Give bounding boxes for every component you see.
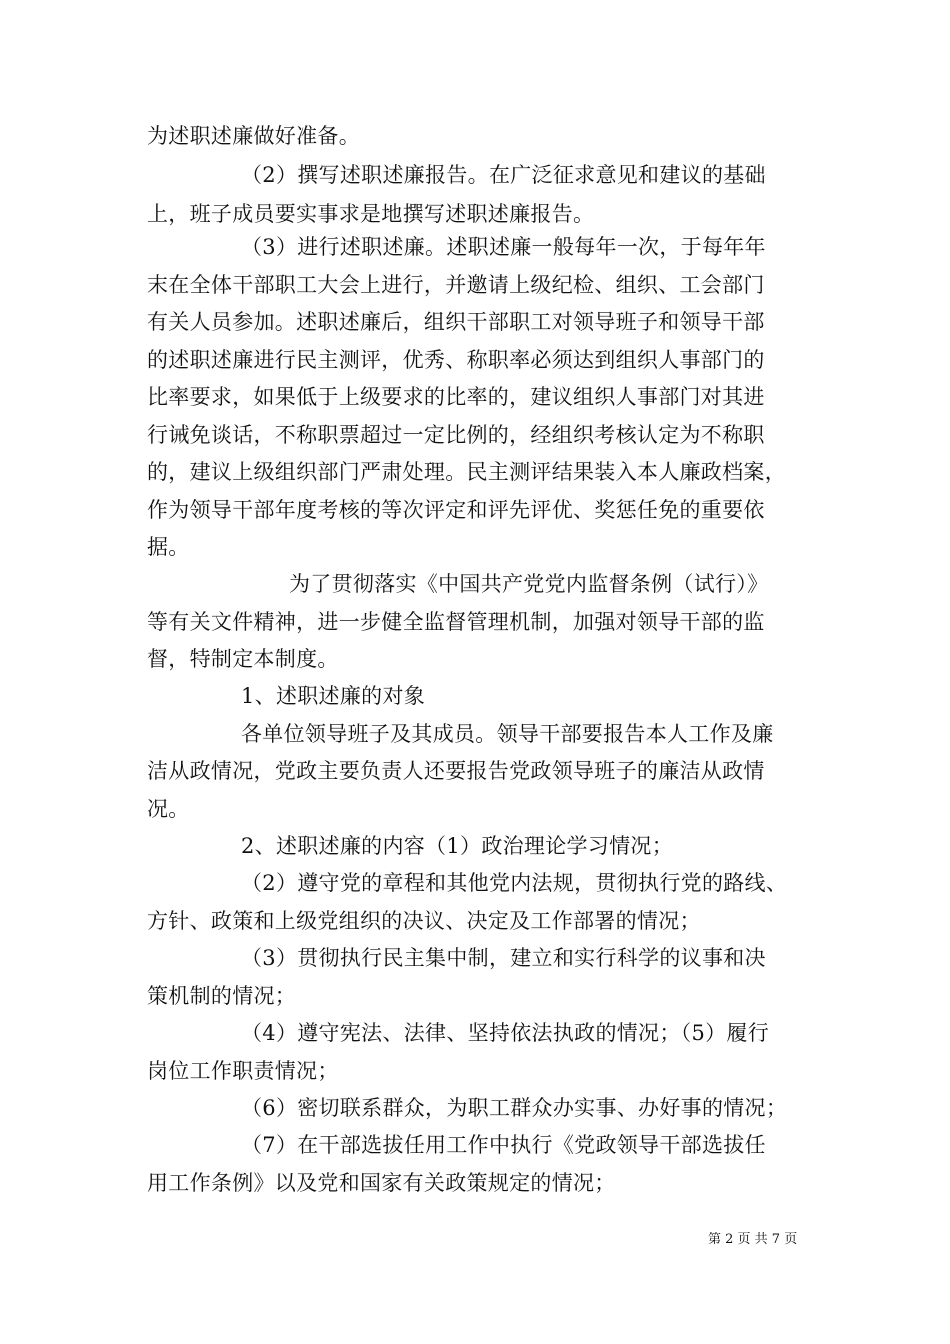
text-line: （4）遵守宪法、法律、坚持依法执政的情况；（5）履行 [241, 1021, 770, 1045]
text-line: （2）遵守党的章程和其他党内法规，贯彻执行党的路线、 [241, 871, 788, 895]
text-line: （3）进行述职述廉。述职述廉一般每年一次，于每年年 [241, 235, 766, 259]
text-line: （2）撰写述职述廉报告。在广泛征求意见和建议的基础 [241, 163, 766, 187]
text-line: 的述职述廉进行民主测评，优秀、称职率必须达到组织人事部门的 [147, 348, 765, 372]
text-line: 1、述职述廉的对象 [241, 684, 426, 708]
text-line: 督，特制定本制度。 [147, 647, 339, 671]
text-line: 比率要求，如果低于上级要求的比率的，建议组织人事部门对其进 [147, 385, 765, 409]
text-line: 的，建议上级组织部门严肃处理。民主测评结果装入本人廉政档案， [147, 460, 786, 484]
text-line: 等有关文件精神，进一步健全监督管理机制，加强对领导干部的监 [147, 610, 765, 634]
text-line: 况。 [147, 797, 190, 821]
text-line: 行诫免谈话，不称职票超过一定比例的，经组织考核认定为不称职 [147, 423, 765, 447]
text-line: 洁从政情况，党政主要负责人还要报告党政领导班子的廉洁从政情 [147, 759, 765, 783]
text-line: 据。 [147, 535, 190, 559]
page-number-footer: 第 2 页 共 7 页 [708, 1232, 798, 1247]
text-line: （6）密切联系群众，为职工群众办实事、办好事的情况； [241, 1096, 788, 1120]
text-line: （7）在干部选拔任用工作中执行《党政领导干部选拔任 [241, 1133, 766, 1157]
text-line: 上，班子成员要实事求是地撰写述职述廉报告。 [147, 202, 595, 226]
text-line: 有关人员参加。述职述廉后，组织干部职工对领导班子和领导干部 [147, 310, 765, 334]
text-line: 方针、政策和上级党组织的决议、决定及工作部署的情况； [147, 909, 701, 933]
text-line: 策机制的情况； [147, 984, 297, 1008]
text-line: 岗位工作职责情况； [147, 1059, 339, 1083]
text-line: 末在全体干部职工大会上进行，并邀请上级纪检、组织、工会部门 [147, 273, 765, 297]
text-line: 为了贯彻落实《中国共产党党内监督条例（试行）》 [289, 572, 769, 596]
text-line: 各单位领导班子及其成员。领导干部要报告本人工作及廉 [241, 722, 774, 746]
text-line: 2、述职述廉的内容（1）政治理论学习情况； [241, 834, 674, 858]
text-line: 作为领导干部年度考核的等次评定和评先评优、奖惩任免的重要依 [147, 498, 765, 522]
text-line: （3）贯彻执行民主集中制，建立和实行科学的议事和决 [241, 946, 766, 970]
text-line: 用工作条例》以及党和国家有关政策规定的情况； [147, 1171, 616, 1195]
text-line: 为述职述廉做好准备。 [147, 124, 360, 148]
